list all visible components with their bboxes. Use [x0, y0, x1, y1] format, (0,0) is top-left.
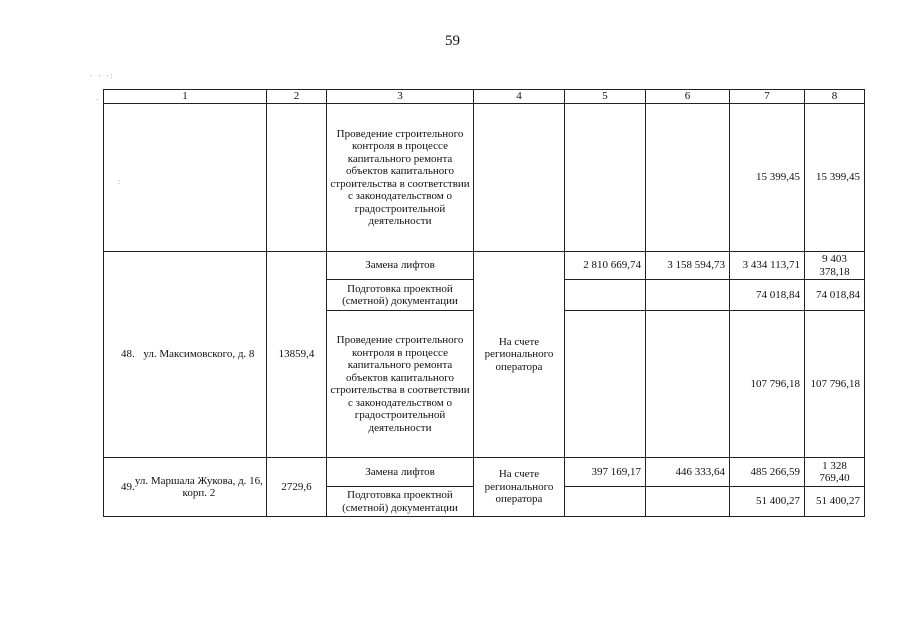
work-type: Проведение строительного контроля в процессе капитального ремонта объектов капитального строительства в соответствии с законодательством о градостроительной деятельности — [327, 104, 474, 252]
cost-value — [565, 311, 646, 458]
cost-value: 2 810 669,74 — [565, 252, 646, 280]
column-number: 2 — [267, 90, 327, 104]
cost-value: 74 018,84 — [730, 280, 805, 311]
column-number: 1 — [104, 90, 267, 104]
cost-value — [646, 280, 730, 311]
row-number: 48. — [121, 348, 135, 361]
cost-value: 107 796,18 — [730, 311, 805, 458]
total-value: 51 400,27 — [805, 487, 865, 517]
repair-schedule-table — [103, 89, 865, 517]
total-value: 1 328 769,40 — [805, 458, 865, 487]
cost-value: 51 400,27 — [730, 487, 805, 517]
address-cell — [104, 458, 267, 517]
total-value: 9 403 378,18 — [805, 252, 865, 280]
cost-value: 446 333,64 — [646, 458, 730, 487]
empty-cell — [104, 104, 267, 252]
column-number: 3 — [327, 90, 474, 104]
cost-value: 3 158 594,73 — [646, 252, 730, 280]
building-address: ул. Маршала Жукова, д. 16, корп. 2 — [134, 474, 263, 499]
empty-cell — [474, 104, 565, 252]
empty-cell — [646, 104, 730, 252]
work-type: Подготовка проектной (сметной) документации — [327, 487, 474, 517]
table-row — [104, 104, 865, 252]
scan-specks: · · ·: — [90, 72, 115, 80]
table-row — [104, 252, 865, 280]
scan-specks: : — [118, 178, 122, 186]
financing-method: На счете регионального оператора — [474, 458, 565, 517]
work-type: Проведение строительного контроля в процессе капитального ремонта объектов капитального строительства в соответствии с законодательством о градостроительной деятельности — [327, 311, 474, 458]
cost-value: 485 266,59 — [730, 458, 805, 487]
total-value: 107 796,18 — [805, 311, 865, 458]
cost-value: 15 399,45 — [730, 104, 805, 252]
row-number: 49. — [121, 480, 135, 493]
building-area: 13859,4 — [267, 252, 327, 458]
cost-value — [565, 280, 646, 311]
column-number: 6 — [646, 90, 730, 104]
column-number: 7 — [730, 90, 805, 104]
cost-value — [565, 487, 646, 517]
cost-value: 397 169,17 — [565, 458, 646, 487]
total-value: 74 018,84 — [805, 280, 865, 311]
work-type: Подготовка проектной (сметной) документации — [327, 280, 474, 311]
building-address: ул. Максимовского, д. 8 — [143, 348, 255, 361]
cost-value — [646, 311, 730, 458]
financing-method: На счете регионального оператора — [474, 252, 565, 458]
column-number: 8 — [805, 90, 865, 104]
cost-value: 3 434 113,71 — [730, 252, 805, 280]
page-number: 59 — [445, 33, 460, 49]
work-type: Замена лифтов — [327, 458, 474, 487]
empty-cell — [565, 104, 646, 252]
empty-cell — [267, 104, 327, 252]
total-value: 15 399,45 — [805, 104, 865, 252]
table-row — [104, 458, 865, 487]
column-number: 5 — [565, 90, 646, 104]
building-area: 2729,6 — [267, 458, 327, 517]
scan-specks: · — [96, 96, 101, 104]
cost-value — [646, 487, 730, 517]
address-cell — [104, 252, 267, 458]
column-numbers-row — [104, 90, 865, 104]
column-number: 4 — [474, 90, 565, 104]
work-type: Замена лифтов — [327, 252, 474, 280]
